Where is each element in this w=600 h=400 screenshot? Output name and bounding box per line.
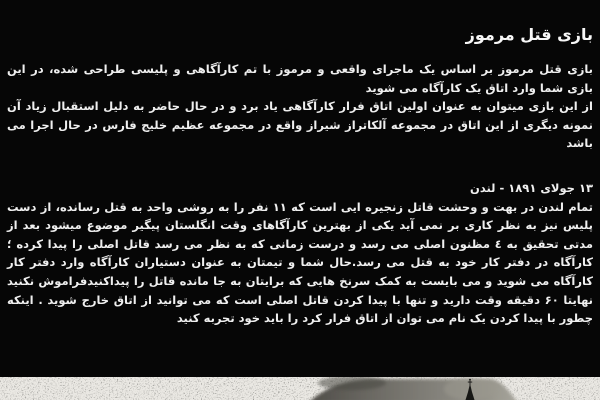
intro-paragraph-2: از این بازی میتوان به عنوان اولین اتاق فرار کارآگاهی یاد برد و در حال حاضر به دلیل استقبال زیاد آن نمونه دیگری از این اتاق در مجموعه آلکاتراز شیراز واقع در مجموعه عظیم خلیج فارس در حال اجرا می باشد [7,99,593,151]
london-skyline-photo [0,377,600,400]
page-title: بازی قتل مرموز [465,25,593,44]
story-paragraph: تمام لندن در بهت و وحشت قاتل زنجیره ایی است که ۱۱ نفر را به روشی واحد به قتل رسانده، از دست پلیس نیز به نظر کاری بر نمی آید یکی از بهترین کارآگاهای وقت انگلستان پیگیر موضوع میشود بعد از مدتی تحقیق به ٤ مظنون اصلی می رسد و درست زمانی که به نظر می رسد قاتل اصلی را پیدا کرده ؛ کارآگاه در دفتر کار خود به قتل می رسد.حال شما و تیمتان به عنوان دستیاران کارآگاه وارد دفتر کار کارآگاه می شوید و می بایست به کمک سرنخ هایی که برایتان به جا مانده قاتل را پیداکنیدفراموش نکنید نهایتا ۶۰ دقیقه وقت دارید و تنها با پیدا کردن قاتل اصلی است که می توانید از اتاق خارج شوید . اینکه چطور با پیدا کردن یک نام می توان از اتاق فرار کرد را باید خود تجربه کنید [7,199,593,326]
intro-paragraph-1: بازی قتل مرموز بر اساس یک ماجرای واقعی و مرموز با تم کارآگاهی و پلیسی طراحی شده، در این بازی شما وارد اتاق یک کارآگاه می شوید [7,62,593,95]
story-date: ۱۳ جولای ۱۸۹۱ - لندن [470,180,593,195]
london-skyline-photo-svg [0,377,600,400]
